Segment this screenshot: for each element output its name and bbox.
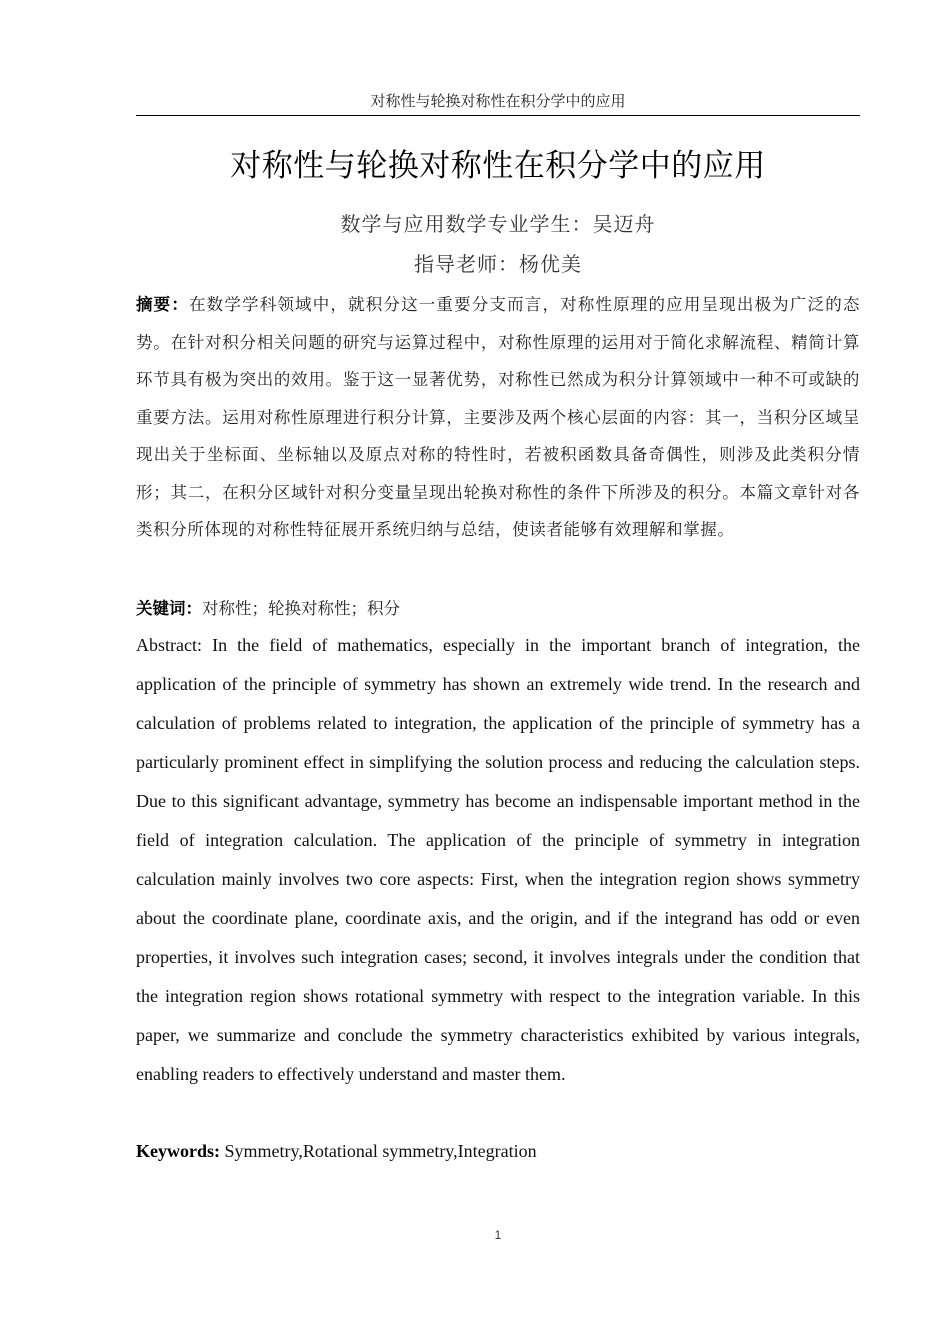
english-keywords-text: Symmetry,Rotational symmetry,Integration [224,1141,537,1161]
running-header: 对称性与轮换对称性在积分学中的应用 [136,90,860,116]
advisor-line: 指导老师：杨优美 [414,252,582,276]
author-line: 数学与应用数学专业学生：吴迈舟 [340,212,656,236]
paper-title: 对称性与轮换对称性在积分学中的应用 [230,148,766,184]
chinese-keywords-text: 对称性；轮换对称性；积分 [202,599,400,618]
page-number: 1 [494,1228,502,1242]
english-abstract: Abstract: In the field of mathematics, especially in the important branch of integration, the application of the principle of symmetry has shown an extremely wide trend. In the research and calculation of problems related to integration, the application of the principle of symmetry has a particularly prominent effect in simplifying the solution process and reducing the calculation steps. Due to this significant advantage, symmetry has become an indispensable important method in the field of integration calculation. The application of the principle of symmetry in integration calculation mainly involves two core aspects: First, when the integration region shows symmetry about the coordinate plane, coordinate axis, and the origin, and if the integrand has odd or even properties, it involves such integration cases; second, it involves integrals under the condition that the integration region shows rotational symmetry with respect to the integration variable. In this paper, we summarize and conclude the symmetry characteristics exhibited by various integrals, enabling readers to effectively understand and master them. [136,635,860,1084]
chinese-abstract-label: 摘要： [136,295,190,314]
chinese-abstract-text: 在数学学科领域中，就积分这一重要分支而言，对称性原理的应用呈现出极为广泛的态势。在针对积分相关问题的研究与运算过程中，对称性原理的运用对于简化求解流程、精简计算环节具有极为突出的效用。鉴于这一显著优势，对称性已然成为积分计算领域中一种不可或缺的重要方法。运用对称性原理进行积分计算，主要涉及两个核心层面的内容：其一，当积分区域呈现出关于坐标面、坐标轴以及原点对称的特性时，若被积函数具备奇偶性，则涉及此类积分情形；其二，在积分区域针对积分变量呈现出轮换对称性的条件下所涉及的积分。本篇文章针对各类积分所体现的对称性特征展开系统归纳与总结，使读者能够有效理解和掌握。 [136,295,860,539]
english-keywords [136,1136,860,1166]
chinese-abstract [136,286,860,549]
english-keywords-label: Keywords: [136,1141,220,1161]
chinese-keywords [136,596,860,622]
chinese-keywords-label: 关键词： [136,599,202,618]
